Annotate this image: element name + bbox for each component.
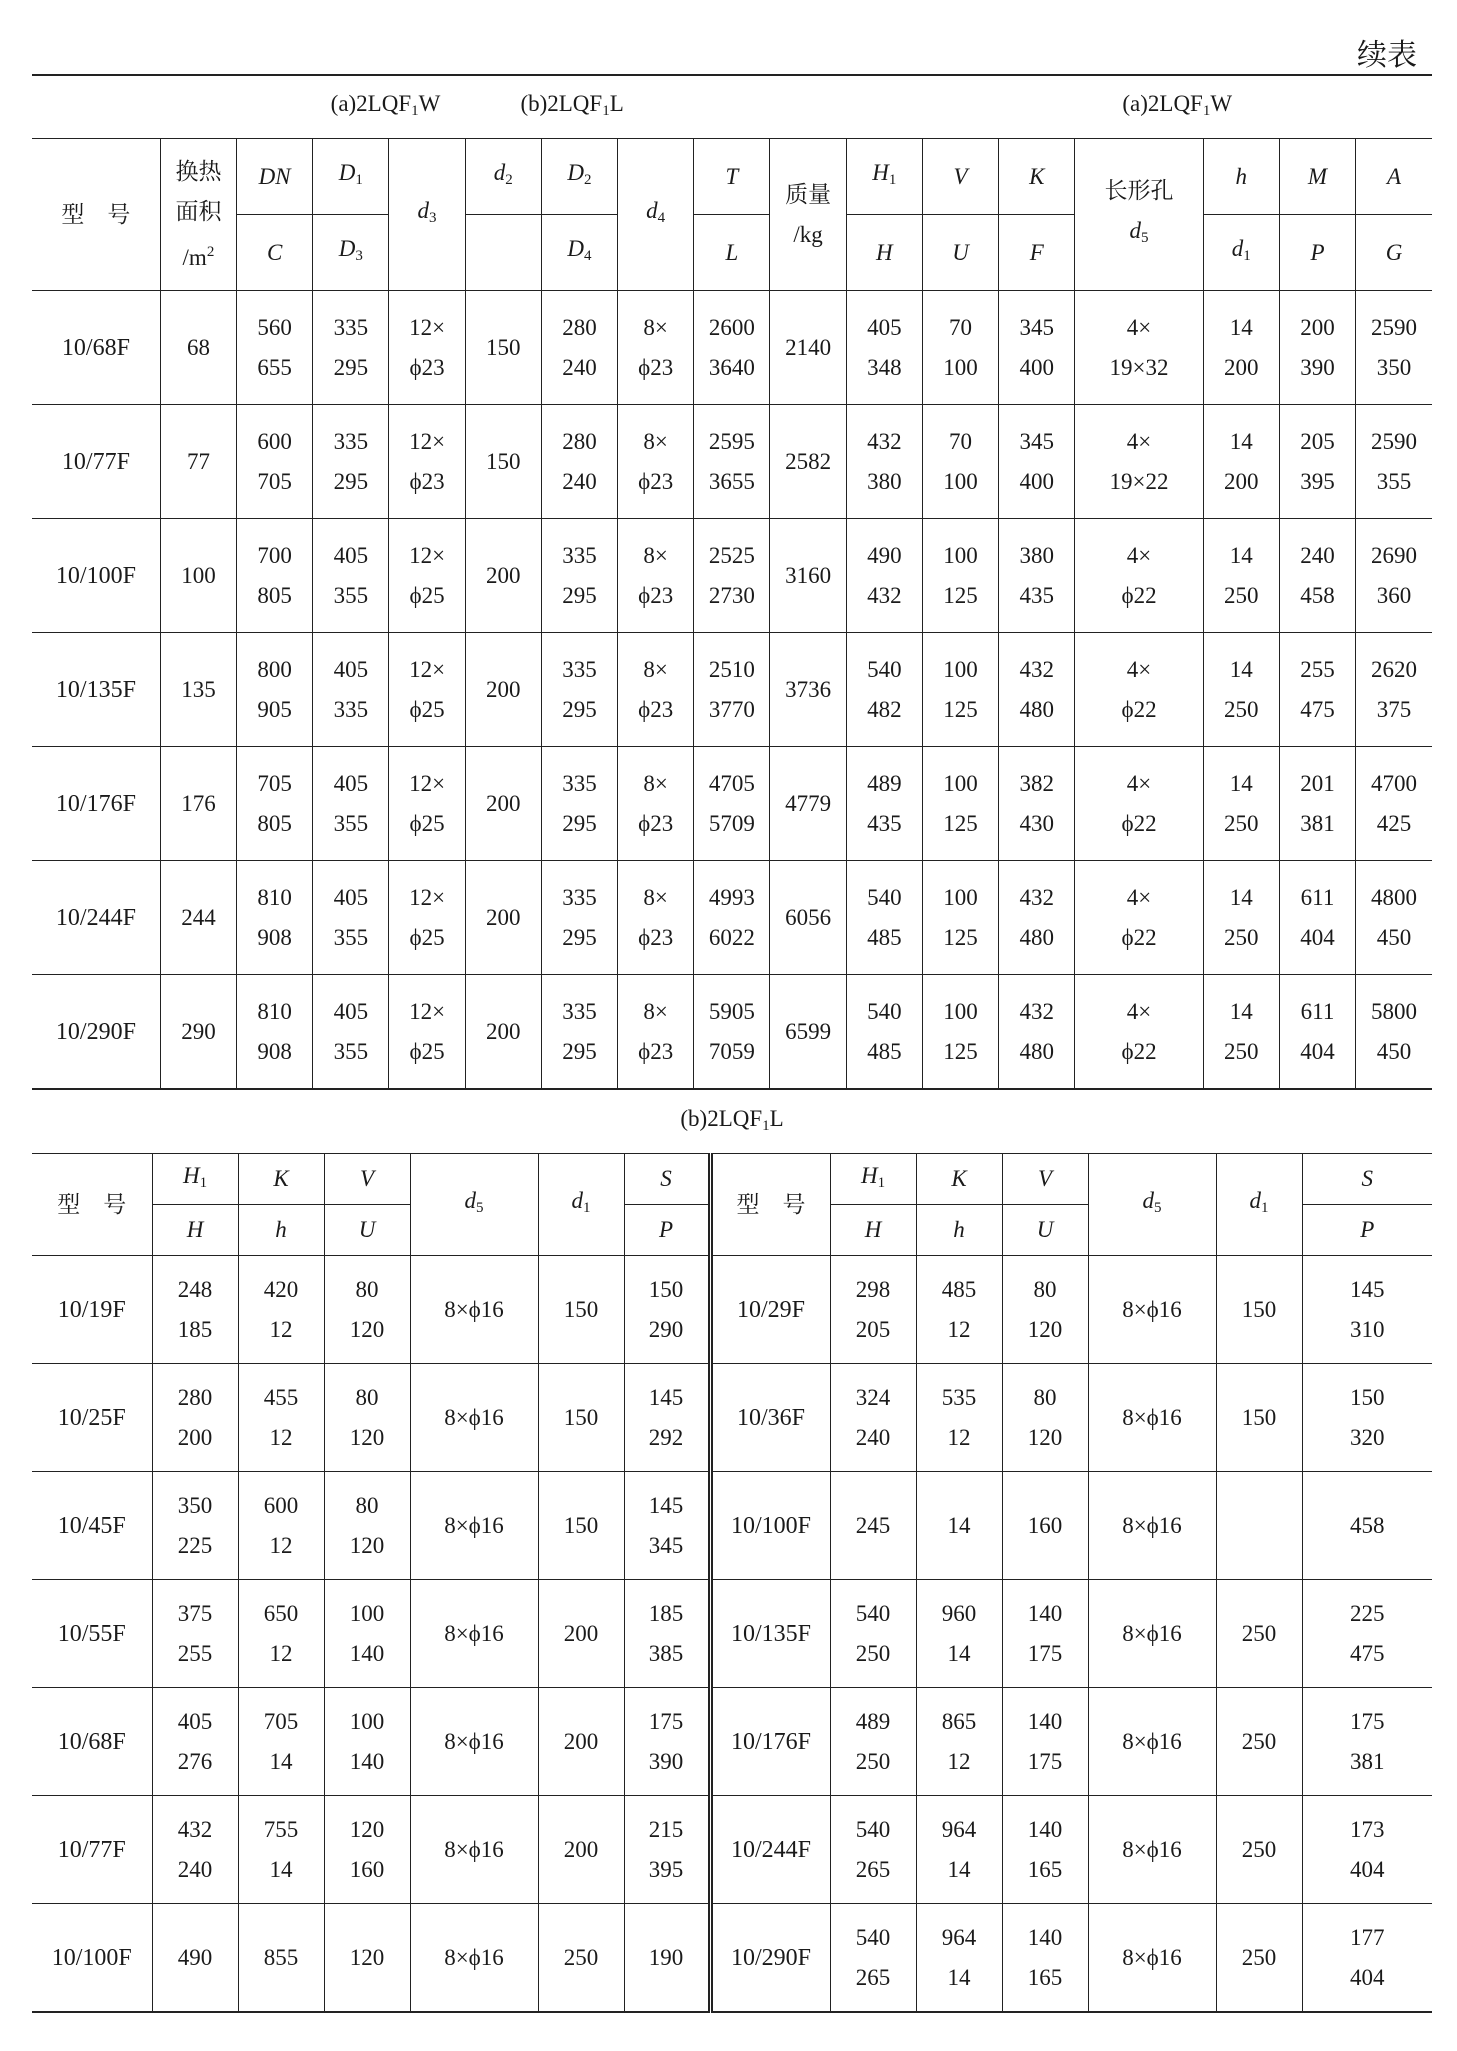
d2-cell: 200: [465, 975, 541, 1090]
header-h: h: [1203, 139, 1279, 215]
d5-cell-left: 8×ϕ16: [410, 1580, 538, 1688]
header-d5-right: $d_5$: [1088, 1154, 1216, 1256]
header-model: 型 号: [32, 139, 160, 291]
header-d4-lower: $d_4$: [618, 139, 694, 291]
spec-table-w: [32, 74, 1432, 1090]
s-p-cell-right: 150 320: [1302, 1364, 1432, 1472]
h1-h-cell-right: 324 240: [830, 1364, 916, 1472]
h1-h-cell-left: 350 225: [152, 1472, 238, 1580]
dn-c-cell: 705 805: [237, 747, 313, 861]
mass-cell: 3160: [770, 519, 846, 633]
h-d1-cell: 14 250: [1203, 861, 1279, 975]
d5-cell-left: 8×ϕ16: [410, 1472, 538, 1580]
header-h1: $H_1$: [846, 139, 922, 215]
m-p-cell: 205 395: [1279, 405, 1355, 519]
h1-h-cell: 489 435: [846, 747, 922, 861]
header-d1-left: $d_1$: [538, 1154, 624, 1256]
h1-h-cell-left: 280 200: [152, 1364, 238, 1472]
dn-c-cell: 800 905: [237, 633, 313, 747]
model-cell-left: 10/19F: [32, 1256, 152, 1364]
m-p-cell: 611 404: [1279, 975, 1355, 1090]
v-u-cell-left: 80 120: [324, 1256, 410, 1364]
d1-cell-right: 250: [1216, 1796, 1302, 1904]
table-row: [32, 747, 1432, 861]
d2-cell: 200: [465, 861, 541, 975]
header-h-upper: H: [846, 215, 922, 291]
header-s-right: S: [1302, 1154, 1432, 1205]
model-cell-right: 10/244F: [710, 1796, 830, 1904]
bolt-d4-cell: 8× ϕ23: [618, 519, 694, 633]
v-u-cell: 70 100: [922, 405, 998, 519]
continuation-label: 续表: [1357, 39, 1417, 72]
h1-h-cell-right: 245: [830, 1472, 916, 1580]
s-p-cell-right: 145 310: [1302, 1256, 1432, 1364]
d1-cell-right: 150: [1216, 1256, 1302, 1364]
h1-h-cell: 540 482: [846, 633, 922, 747]
k-h-cell-right: 964 14: [916, 1904, 1002, 2013]
h1-h-cell-left: 490: [152, 1904, 238, 2013]
v-u-cell-left: 100 140: [324, 1688, 410, 1796]
h1-h-cell-right: 540 265: [830, 1796, 916, 1904]
model-cell-right: 10/29F: [710, 1256, 830, 1364]
k-f-cell: 380 435: [999, 519, 1075, 633]
s-p-cell-right: 225 475: [1302, 1580, 1432, 1688]
header-d1-right: $d_1$: [1216, 1154, 1302, 1256]
v-u-cell: 100 125: [922, 519, 998, 633]
model-cell: 10/77F: [32, 405, 160, 519]
header-c: C: [237, 215, 313, 291]
k-h-cell-right: 535 12: [916, 1364, 1002, 1472]
header-h1-left: $H_1$: [152, 1154, 238, 1205]
header-a: A: [1356, 139, 1432, 215]
h-d1-cell: 14 250: [1203, 975, 1279, 1090]
header-h1-right: $H_1$: [830, 1154, 916, 1205]
header-p-right: P: [1302, 1205, 1432, 1256]
d2-cell: 200: [465, 747, 541, 861]
header-t: T: [694, 139, 770, 215]
header-p: P: [1279, 215, 1355, 291]
d5-cell-right: 8×ϕ16: [1088, 1904, 1216, 2013]
header-u-right: U: [1002, 1205, 1088, 1256]
header-d2-upper: $D_2$: [541, 139, 617, 215]
s-p-cell-left: 190: [624, 1904, 710, 2013]
header-u-left: U: [324, 1205, 410, 1256]
v-u-cell-right: 140 175: [1002, 1688, 1088, 1796]
table2-caption: $(b)2LQF_1L$: [32, 1092, 1432, 1154]
a-g-cell: 4700 425: [1356, 747, 1432, 861]
k-h-cell-left: 600 12: [238, 1472, 324, 1580]
table-row: [32, 861, 1432, 975]
table1-body: [32, 291, 1432, 1090]
header-model-right: 型 号: [710, 1154, 830, 1256]
h1-h-cell-left: 432 240: [152, 1796, 238, 1904]
s-p-cell-right: 175 381: [1302, 1688, 1432, 1796]
model-cell-right: 10/176F: [710, 1688, 830, 1796]
slot-cell: 4× ϕ22: [1075, 747, 1203, 861]
header-u: U: [922, 215, 998, 291]
spec-table-l: [32, 1092, 1432, 2013]
k-h-cell-left: 705 14: [238, 1688, 324, 1796]
table-row: [32, 291, 1432, 405]
table-row: [32, 1688, 1432, 1796]
d1-cell-left: 200: [538, 1580, 624, 1688]
v-u-cell-right: 80 120: [1002, 1256, 1088, 1364]
table1-header-row-2: [32, 215, 1432, 291]
k-f-cell: 432 480: [999, 861, 1075, 975]
d2-d4-cell: 335 295: [541, 861, 617, 975]
k-h-cell-left: 420 12: [238, 1256, 324, 1364]
table1-caption-right: $(a)2LQF_1W$: [922, 75, 1432, 139]
area-cell: 77: [160, 405, 236, 519]
k-f-cell: 345 400: [999, 291, 1075, 405]
v-u-cell: 100 125: [922, 747, 998, 861]
t-l-cell: 4705 5709: [694, 747, 770, 861]
m-p-cell: 611 404: [1279, 861, 1355, 975]
table1-header-row-1: [32, 139, 1432, 215]
bolt-d4-cell: 8× ϕ23: [618, 747, 694, 861]
area-cell: 244: [160, 861, 236, 975]
header-d2-blank: [465, 215, 541, 291]
model-cell: 10/290F: [32, 975, 160, 1090]
table1-caption-left: $(a)2LQF_1W$ $(b)2LQF_1L$: [32, 75, 922, 139]
bolt-d4-cell: 8× ϕ23: [618, 861, 694, 975]
model-cell: 10/244F: [32, 861, 160, 975]
d1-cell-right: 250: [1216, 1580, 1302, 1688]
v-u-cell-right: 140 175: [1002, 1580, 1088, 1688]
d2-cell: 200: [465, 519, 541, 633]
h-d1-cell: 14 250: [1203, 747, 1279, 861]
area-cell: 135: [160, 633, 236, 747]
d1-d3-cell: 405 355: [313, 519, 389, 633]
s-p-cell-left: 185 385: [624, 1580, 710, 1688]
k-f-cell: 432 480: [999, 975, 1075, 1090]
d1-cell-right: [1216, 1472, 1302, 1580]
t-l-cell: 4993 6022: [694, 861, 770, 975]
header-v-left: V: [324, 1154, 410, 1205]
dn-c-cell: 810 908: [237, 975, 313, 1090]
v-u-cell-left: 100 140: [324, 1580, 410, 1688]
k-h-cell-right: 865 12: [916, 1688, 1002, 1796]
table-row: [32, 975, 1432, 1090]
model-cell-right: 10/135F: [710, 1580, 830, 1688]
model-cell-left: 10/25F: [32, 1364, 152, 1472]
model-cell-left: 10/100F: [32, 1904, 152, 2013]
header-d1-lower: $d_1$: [1203, 215, 1279, 291]
s-p-cell-left: 145 292: [624, 1364, 710, 1472]
d5-cell-right: 8×ϕ16: [1088, 1796, 1216, 1904]
table-row: [32, 633, 1432, 747]
v-u-cell: 70 100: [922, 291, 998, 405]
d1-d3-cell: 335 295: [313, 291, 389, 405]
header-v: V: [922, 139, 998, 215]
d1-cell-left: 200: [538, 1796, 624, 1904]
h1-h-cell: 490 432: [846, 519, 922, 633]
table-row: [32, 405, 1432, 519]
k-h-cell-left: 755 14: [238, 1796, 324, 1904]
header-k-left: K: [238, 1154, 324, 1205]
h1-h-cell-left: 405 276: [152, 1688, 238, 1796]
table1-caption-row: [32, 75, 1432, 139]
d5-cell-left: 8×ϕ16: [410, 1904, 538, 2013]
h-d1-cell: 14 200: [1203, 405, 1279, 519]
header-slot: 长形孔 $d_5$: [1075, 139, 1203, 291]
area-cell: 176: [160, 747, 236, 861]
d5-cell-right: 8×ϕ16: [1088, 1580, 1216, 1688]
d1-cell-right: 250: [1216, 1904, 1302, 2013]
slot-cell: 4× ϕ22: [1075, 861, 1203, 975]
table-row: [32, 1364, 1432, 1472]
d1-cell-left: 150: [538, 1364, 624, 1472]
d2-cell: 150: [465, 291, 541, 405]
table2-caption-row: [32, 1092, 1432, 1154]
table-row: [32, 1256, 1432, 1364]
header-mass: 质量 /kg: [770, 139, 846, 291]
header-p-left: P: [624, 1205, 710, 1256]
header-area: 换热 面积 $/m^2$: [160, 139, 236, 291]
bolt-d4-cell: 8× ϕ23: [618, 633, 694, 747]
a-g-cell: 2620 375: [1356, 633, 1432, 747]
model-cell-left: 10/68F: [32, 1688, 152, 1796]
a-g-cell: 2690 360: [1356, 519, 1432, 633]
header-d3-upper: $D_3$: [313, 215, 389, 291]
d1-d3-cell: 405 355: [313, 861, 389, 975]
table-row: [32, 1904, 1432, 2013]
s-p-cell-left: 150 290: [624, 1256, 710, 1364]
bolt-d3-cell: 12× ϕ25: [389, 861, 465, 975]
slot-cell: 4× ϕ22: [1075, 633, 1203, 747]
d1-cell-right: 250: [1216, 1688, 1302, 1796]
a-g-cell: 5800 450: [1356, 975, 1432, 1090]
d5-cell-right: 8×ϕ16: [1088, 1472, 1216, 1580]
dn-c-cell: 560 655: [237, 291, 313, 405]
area-cell: 100: [160, 519, 236, 633]
k-h-cell-left: 650 12: [238, 1580, 324, 1688]
slot-cell: 4× 19×22: [1075, 405, 1203, 519]
k-h-cell-right: 485 12: [916, 1256, 1002, 1364]
h1-h-cell-right: 298 205: [830, 1256, 916, 1364]
t-l-cell: 2525 2730: [694, 519, 770, 633]
bolt-d3-cell: 12× ϕ23: [389, 291, 465, 405]
s-p-cell-left: 145 345: [624, 1472, 710, 1580]
model-cell-right: 10/290F: [710, 1904, 830, 2013]
bolt-d3-cell: 12× ϕ25: [389, 975, 465, 1090]
header-d3-lower: $d_3$: [389, 139, 465, 291]
bolt-d3-cell: 12× ϕ25: [389, 633, 465, 747]
v-u-cell: 100 125: [922, 633, 998, 747]
bolt-d4-cell: 8× ϕ23: [618, 975, 694, 1090]
header-m: M: [1279, 139, 1355, 215]
d1-d3-cell: 335 295: [313, 405, 389, 519]
model-cell-left: 10/45F: [32, 1472, 152, 1580]
slot-cell: 4× 19×32: [1075, 291, 1203, 405]
header-l: L: [694, 215, 770, 291]
d1-d3-cell: 405 355: [313, 747, 389, 861]
v-u-cell-left: 120: [324, 1904, 410, 2013]
model-cell-right: 10/100F: [710, 1472, 830, 1580]
t-l-cell: 2510 3770: [694, 633, 770, 747]
area-cell: 290: [160, 975, 236, 1090]
d1-d3-cell: 405 355: [313, 975, 389, 1090]
bolt-d3-cell: 12× ϕ23: [389, 405, 465, 519]
d5-cell-right: 8×ϕ16: [1088, 1688, 1216, 1796]
table2-header-row-1: [32, 1154, 1432, 1205]
d1-cell-left: 200: [538, 1688, 624, 1796]
v-u-cell-left: 80 120: [324, 1364, 410, 1472]
table-row: [32, 1472, 1432, 1580]
t-l-cell: 2600 3640: [694, 291, 770, 405]
header-d4-upper: $D_4$: [541, 215, 617, 291]
d5-cell-left: 8×ϕ16: [410, 1364, 538, 1472]
v-u-cell-right: 160: [1002, 1472, 1088, 1580]
h-d1-cell: 14 200: [1203, 291, 1279, 405]
dn-c-cell: 700 805: [237, 519, 313, 633]
k-h-cell-left: 455 12: [238, 1364, 324, 1472]
d5-cell-left: 8×ϕ16: [410, 1796, 538, 1904]
m-p-cell: 200 390: [1279, 291, 1355, 405]
table2-body: [32, 1256, 1432, 2013]
slot-cell: 4× ϕ22: [1075, 519, 1203, 633]
a-g-cell: 2590 350: [1356, 291, 1432, 405]
mass-cell: 3736: [770, 633, 846, 747]
k-h-cell-right: 964 14: [916, 1796, 1002, 1904]
model-cell: 10/68F: [32, 291, 160, 405]
s-p-cell-left: 175 390: [624, 1688, 710, 1796]
header-d1-upper: $D_1$: [313, 139, 389, 215]
d2-d4-cell: 280 240: [541, 291, 617, 405]
model-cell: 10/135F: [32, 633, 160, 747]
a-g-cell: 4800 450: [1356, 861, 1432, 975]
slot-cell: 4× ϕ22: [1075, 975, 1203, 1090]
t-l-cell: 2595 3655: [694, 405, 770, 519]
d2-cell: 150: [465, 405, 541, 519]
d1-cell-left: 150: [538, 1256, 624, 1364]
mass-cell: 4779: [770, 747, 846, 861]
header-hh-left: h: [238, 1205, 324, 1256]
h1-h-cell: 432 380: [846, 405, 922, 519]
m-p-cell: 201 381: [1279, 747, 1355, 861]
h1-h-cell-right: 540 250: [830, 1580, 916, 1688]
v-u-cell: 100 125: [922, 861, 998, 975]
a-g-cell: 2590 355: [1356, 405, 1432, 519]
d2-d4-cell: 335 295: [541, 519, 617, 633]
d2-d4-cell: 335 295: [541, 975, 617, 1090]
model-cell-left: 10/77F: [32, 1796, 152, 1904]
dn-c-cell: 810 908: [237, 861, 313, 975]
h1-h-cell-left: 248 185: [152, 1256, 238, 1364]
header-s-left: S: [624, 1154, 710, 1205]
s-p-cell-right: 173 404: [1302, 1796, 1432, 1904]
h1-h-cell-right: 540 265: [830, 1904, 916, 2013]
header-v-right: V: [1002, 1154, 1088, 1205]
header-dn: DN: [237, 139, 313, 215]
k-h-cell-left: 855: [238, 1904, 324, 2013]
mass-cell: 2140: [770, 291, 846, 405]
m-p-cell: 240 458: [1279, 519, 1355, 633]
v-u-cell-left: 120 160: [324, 1796, 410, 1904]
header-h-left: H: [152, 1205, 238, 1256]
mass-cell: 6599: [770, 975, 846, 1090]
header-model-left: 型 号: [32, 1154, 152, 1256]
header-h-right: H: [830, 1205, 916, 1256]
h-d1-cell: 14 250: [1203, 633, 1279, 747]
s-p-cell-right: 458: [1302, 1472, 1432, 1580]
model-cell-right: 10/36F: [710, 1364, 830, 1472]
h1-h-cell: 405 348: [846, 291, 922, 405]
s-p-cell-left: 215 395: [624, 1796, 710, 1904]
h1-h-cell-right: 489 250: [830, 1688, 916, 1796]
table-row: [32, 1796, 1432, 1904]
d2-d4-cell: 335 295: [541, 633, 617, 747]
mass-cell: 6056: [770, 861, 846, 975]
v-u-cell-right: 140 165: [1002, 1904, 1088, 2013]
model-cell-left: 10/55F: [32, 1580, 152, 1688]
k-h-cell-right: 960 14: [916, 1580, 1002, 1688]
t-l-cell: 5905 7059: [694, 975, 770, 1090]
model-cell: 10/176F: [32, 747, 160, 861]
header-f: F: [999, 215, 1075, 291]
h1-h-cell-left: 375 255: [152, 1580, 238, 1688]
mass-cell: 2582: [770, 405, 846, 519]
bolt-d4-cell: 8× ϕ23: [618, 405, 694, 519]
k-f-cell: 382 430: [999, 747, 1075, 861]
d2-d4-cell: 280 240: [541, 405, 617, 519]
d5-cell-left: 8×ϕ16: [410, 1688, 538, 1796]
d5-cell-left: 8×ϕ16: [410, 1256, 538, 1364]
model-cell: 10/100F: [32, 519, 160, 633]
area-cell: 68: [160, 291, 236, 405]
h1-h-cell: 540 485: [846, 861, 922, 975]
v-u-cell: 100 125: [922, 975, 998, 1090]
v-u-cell-right: 80 120: [1002, 1364, 1088, 1472]
header-k: K: [999, 139, 1075, 215]
table-row: [32, 519, 1432, 633]
k-f-cell: 345 400: [999, 405, 1075, 519]
d5-cell-right: 8×ϕ16: [1088, 1256, 1216, 1364]
header-g: G: [1356, 215, 1432, 291]
header-k-right: K: [916, 1154, 1002, 1205]
v-u-cell-left: 80 120: [324, 1472, 410, 1580]
d1-cell-right: 150: [1216, 1364, 1302, 1472]
m-p-cell: 255 475: [1279, 633, 1355, 747]
bolt-d3-cell: 12× ϕ25: [389, 519, 465, 633]
bolt-d4-cell: 8× ϕ23: [618, 291, 694, 405]
h1-h-cell: 540 485: [846, 975, 922, 1090]
k-h-cell-right: 14: [916, 1472, 1002, 1580]
k-f-cell: 432 480: [999, 633, 1075, 747]
dn-c-cell: 600 705: [237, 405, 313, 519]
d2-cell: 200: [465, 633, 541, 747]
d1-cell-left: 250: [538, 1904, 624, 2013]
header-hh-right: h: [916, 1205, 1002, 1256]
d2-d4-cell: 335 295: [541, 747, 617, 861]
bolt-d3-cell: 12× ϕ25: [389, 747, 465, 861]
s-p-cell-right: 177 404: [1302, 1904, 1432, 2013]
d5-cell-right: 8×ϕ16: [1088, 1364, 1216, 1472]
h-d1-cell: 14 250: [1203, 519, 1279, 633]
table-row: [32, 1580, 1432, 1688]
d1-cell-left: 150: [538, 1472, 624, 1580]
d1-d3-cell: 405 335: [313, 633, 389, 747]
v-u-cell-right: 140 165: [1002, 1796, 1088, 1904]
header-d5-left: $d_5$: [410, 1154, 538, 1256]
header-d2-lower: $d_2$: [465, 139, 541, 215]
